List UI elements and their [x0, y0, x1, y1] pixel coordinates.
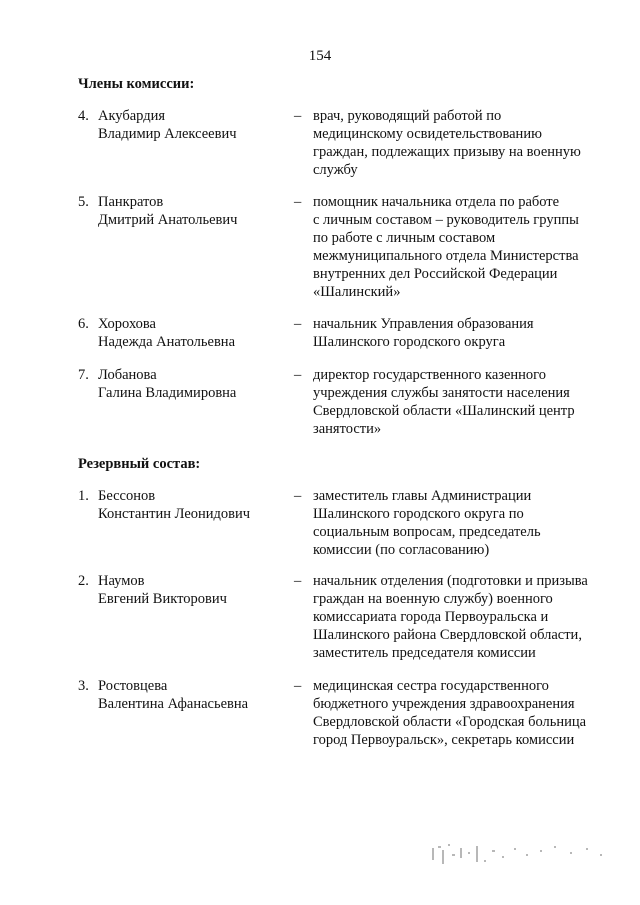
dash-separator: – — [294, 678, 302, 694]
member-entry — [78, 107, 618, 187]
section-heading-members: Члены комиссии: — [78, 76, 195, 92]
entry-number: 7. — [78, 367, 89, 383]
page-number: 154 — [308, 48, 332, 64]
entry-number: 6. — [78, 316, 89, 332]
member-name: Ростовцева Валентина Афанасьевна — [98, 678, 249, 712]
section-heading-reserve: Резервный состав: — [78, 456, 201, 472]
member-name: Наумов Евгений Викторович — [98, 573, 227, 607]
dash-separator: – — [294, 194, 302, 210]
dash-separator: – — [294, 316, 302, 332]
member-name: Хорохова Надежда Анатольевна — [98, 316, 235, 350]
member-role: начальник отделения (подготовки и призыва граждан на военную службу) военного комиссариата города Первоуральска и Шалинского района Свердловской области, заместитель председателя комиссии — [313, 573, 588, 661]
member-role: помощник начальника отдела по работе с личным составом – руководитель группы по работе с личным составом межмуниципального отдела Министерства внутренних дел Российской Федерации «Шалинский» — [313, 194, 579, 300]
scan-artifact — [430, 840, 610, 876]
member-entry — [78, 572, 618, 661]
dash-separator: – — [294, 488, 302, 504]
entry-number: 4. — [78, 108, 89, 124]
entry-number: 1. — [78, 488, 89, 504]
member-entry — [78, 366, 618, 446]
dash-separator: – — [294, 367, 302, 383]
member-name: Лобанова Галина Владимировна — [98, 367, 237, 401]
member-role: начальник Управления образования Шалинского городского округа — [313, 316, 534, 350]
dash-separator: – — [294, 108, 302, 124]
member-entry — [78, 487, 618, 567]
member-entry — [78, 193, 618, 300]
member-role: врач, руководящий работой по медицинскому освидетельствованию граждан, подлежащих призыву на военную службу — [313, 108, 581, 178]
entry-number: 2. — [78, 573, 89, 589]
entry-number: 5. — [78, 194, 89, 210]
member-entry — [78, 677, 618, 757]
member-role: директор государственного казенного учреждения службы занятости населения Свердловской области «Шалинский центр занятости» — [313, 367, 575, 437]
dash-separator: – — [294, 573, 302, 589]
member-name: Панкратов Дмитрий Анатольевич — [98, 194, 238, 228]
member-role: медицинская сестра государственного бюджетного учреждения здравоохранения Свердловской области «Городская больница город Первоуральск», секретарь комиссии — [313, 678, 587, 748]
member-name: Бессонов Константин Леонидович — [98, 488, 251, 522]
member-name: Акубардия Владимир Алексеевич — [98, 108, 237, 142]
member-role: заместитель главы Администрации Шалинского городского округа по социальным вопросам, председатель комиссии (по согласованию) — [313, 488, 541, 558]
entry-number: 3. — [78, 678, 89, 694]
